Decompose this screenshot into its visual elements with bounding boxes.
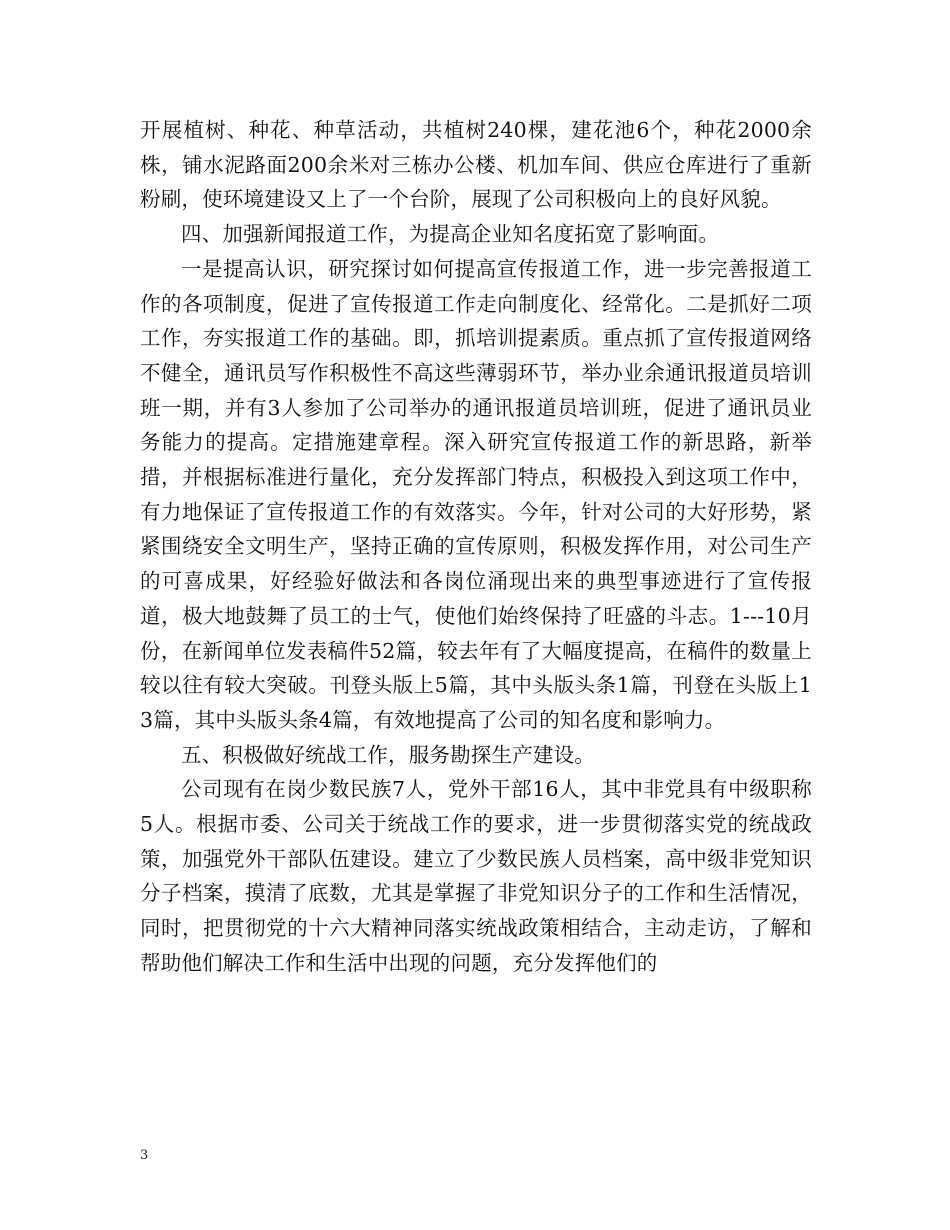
paragraph-environment: 开展植树、种花、种草活动，共植树240棵，建花池6个，种花2000余株，铺水泥路面200余米对三栋办公楼、机加车间、供应仓库进行了重新粉刷，使环境建设又上了一个台阶，展现了公司积极向上的良好风貌。 bbox=[140, 118, 812, 212]
section-heading-united-front: 五、积极做好统战工作，服务勘探生产建设。 bbox=[181, 742, 595, 767]
page-number: 3 bbox=[140, 1148, 149, 1163]
paragraph-news-reporting: 一是提高认识，研究探讨如何提高宣传报道工作，进一步完善报道工作的各项制度，促进了宣传报道工作走向制度化、经常化。二是抓好二项工作，夯实报道工作的基础。即，抓培训提素质。重点抓了宣传报道网络不健全，通讯员写作积极性不高这些薄弱环节，举办业余通讯报道员培训班一期，并有3人参加了公司举办的通讯报道员培训班，促进了通讯员业务能力的提高。定措施建章程。深入研究宣传报道工作的新思路，新举措，并根据标准进行量化，充分发挥部门特点，积极投入到这项工作中，有力地保证了宣传报道工作的有效落实。今年，针对公司的大好形势，紧紧围绕安全文明生产，坚持正确的宣传原则，积极发挥作用，对公司生产的可喜成果，好经验好做法和各岗位涌现出来的典型事迹进行了宣传报道，极大地鼓舞了员工的士气，使他们始终保持了旺盛的斗志。1---10月份，在新闻单位发表稿件52篇，较去年有了大幅度提高，在稿件的数量上较以往有较大突破。刊登头版上5篇，其中头版头条1篇，刊登在头版上13篇，其中头版头条4篇，有效地提高了公司的知名度和影响力。 bbox=[140, 256, 812, 732]
document-body bbox=[140, 113, 812, 981]
paragraph-united-front: 公司现有在岗少数民族7人，党外干部16人，其中非党具有中级职称5人。根据市委、公司关于统战工作的要求，进一步贯彻落实党的统战政策，加强党外干部队伍建设。建立了少数民族人员档案，高中级非党知识分子档案，摸清了底数，尤其是掌握了非党知识分子的工作和生活情况，同时，把贯彻党的十六大精神同落实统战政策相结合，主动走访，了解和帮助他们解决工作和生活中出现的问题，充分发挥他们的 bbox=[140, 777, 812, 975]
section-heading-news-reporting: 四、加强新闻报道工作，为提高企业知名度拓宽了影响面。 bbox=[181, 222, 720, 247]
